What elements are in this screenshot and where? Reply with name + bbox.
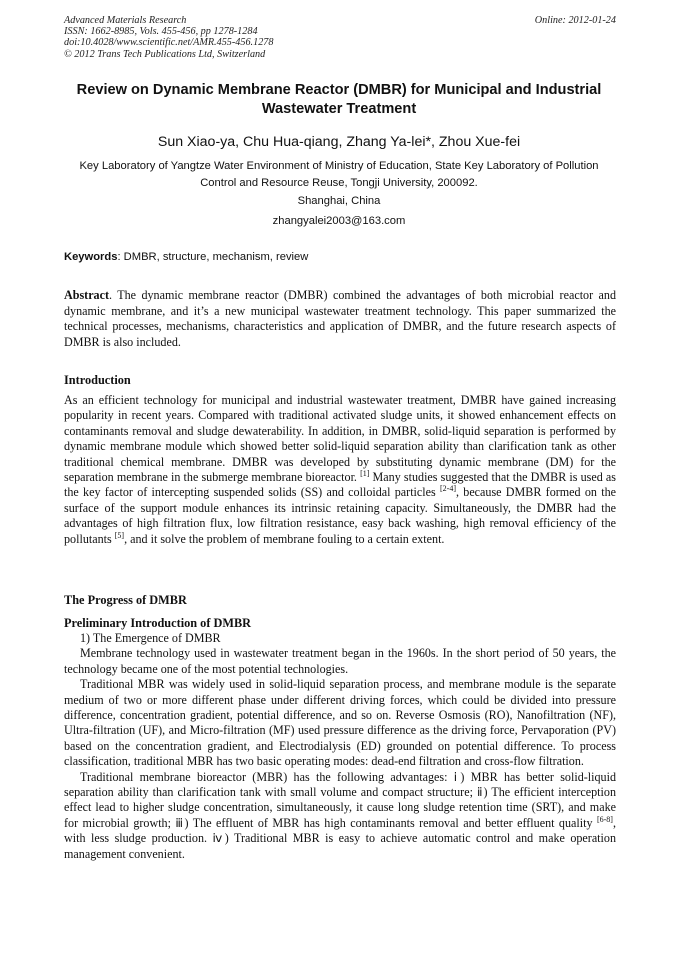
body-text: , with less sludge production. ⅳ) Traditional MBR is easy to achieve automatic control and make operation management convenient. — [64, 815, 616, 861]
section-heading-progress: The Progress of DMBR — [64, 593, 187, 607]
list-item-heading: 1) The Emergence of DMBR — [80, 631, 221, 645]
section-heading-introduction: Introduction — [64, 373, 131, 387]
intro-text-1: As an efficient technology for municipal and industrial wastewater treatment, DMBR have gained increasing popularity in recent years. Compared with traditional activated sludge units, it showed enhancement effects on contaminants removal and sludge dewaterability. In addition, in DMBR, solid-liquid separation is performed by dynamic membrane module which showed better solid-liquid separation ability than clarification tank as other traditional chemical membrane. DMBR was developed by substituting dynamic membrane (DM) for the separation membrane in the submerge membrane bioreactor. — [64, 393, 616, 485]
intro-text-3: , because DMBR formed on the surface of the support module enhances its intrinsic retaining capacity. Simultaneously, the DMBR had the advantages of high filtration flux, low filtration resistance, easy back washing, high removal efficiency of the pollutants — [64, 485, 616, 546]
body-paragraph: Traditional MBR was widely used in solid-liquid separation process, and membrane module is the separate medium of two or more different phase under different driving forces, which could be divided into pressure difference, concentration gradient, potential difference, and so on. Reverse Osmosis (RO), Nanofiltration (NF), Ultra-filtration (UF), and Micro-filtration (MF) used pressure difference as the driving force, Pervaporation (PV) based on the concentration gradient, and Electrodialysis (ED) grounded on potential difference. To process classification, traditional MBR has two basic operating modes: dead-end filtration and cross-flow filtration. — [64, 677, 616, 769]
journal-header — [64, 15, 616, 60]
keywords-line — [64, 251, 616, 263]
affiliation: Key Laboratory of Yangtze Water Environment of Ministry of Education, State Key Laboratory of Pollution Control and Resource Reuse, Tongji University, 200092. — [79, 160, 599, 189]
abstract-label: Abstract — [64, 288, 110, 302]
subsection-heading-preliminary: Preliminary Introduction of DMBR — [64, 616, 252, 630]
doi-line: doi:10.4028/www.scientific.net/AMR.455-456.1278 — [64, 37, 274, 49]
journal-name: Advanced Materials Research — [64, 15, 187, 26]
abstract-text: . The dynamic membrane reactor (DMBR) combined the advantages of both microbial reactor and dynamic membrane, and it’s a new municipal wastewater treatment technology. This paper summarized the technical processes, mechanisms, characteristics and application of DMBR, and the future research aspects of DMBR is also included. — [64, 288, 616, 349]
keywords-label: Keywords — [64, 251, 118, 263]
issn-line: ISSN: 1662-8985, Vols. 455-456, pp 1278-1284 — [64, 26, 258, 38]
introduction-paragraph — [64, 393, 616, 547]
paper-title: Review on Dynamic Membrane Reactor (DMBR) for Municipal and Industrial Wastewater Treatment — [76, 82, 602, 117]
progress-body — [64, 631, 616, 862]
intro-text-2: Many studies suggested that the DMBR is used as the key factor of intercepting suspended solids (SS) and colloidal particles — [64, 470, 616, 500]
body-text: Traditional membrane bioreactor (MBR) has the following advantages: ⅰ) MBR has better solid-liquid separation ability than clarification tank with small volume and compact structure; ⅱ) The efficient interception effect lead to higher sludge concentration, simultaneously, it cause long sludge retention time (SRT), and make for microbial growth; ⅲ) The effluent of MBR has high contaminants removal and better effluent quality — [64, 769, 616, 830]
citation-ref: [2-4] — [439, 484, 456, 494]
citation-ref: [5] — [114, 530, 125, 540]
copyright-line: © 2012 Trans Tech Publications Ltd, Switzerland — [64, 48, 266, 60]
affiliation-city: Shanghai, China — [297, 195, 381, 207]
abstract-paragraph — [64, 288, 616, 350]
citation-ref: [1] — [360, 469, 370, 478]
keywords-text: : DMBR, structure, mechanism, review — [117, 251, 309, 263]
author-list: Sun Xiao-ya, Chu Hua-qiang, Zhang Ya-lei*, Zhou Xue-fei — [157, 134, 521, 150]
body-paragraph: Membrane technology used in wastewater treatment began in the 1960s. In the short period of 50 years, the technology became one of the most potential technologies. — [64, 646, 616, 676]
body-paragraph — [64, 770, 616, 862]
author-email: zhangyalei2003@163.com — [272, 215, 406, 227]
online-date: Online: 2012-01-24 — [534, 15, 616, 26]
citation-ref: [6-8] — [596, 814, 613, 824]
intro-text-4: , and it solve the problem of membrane fouling to a certain extent. — [124, 531, 445, 546]
